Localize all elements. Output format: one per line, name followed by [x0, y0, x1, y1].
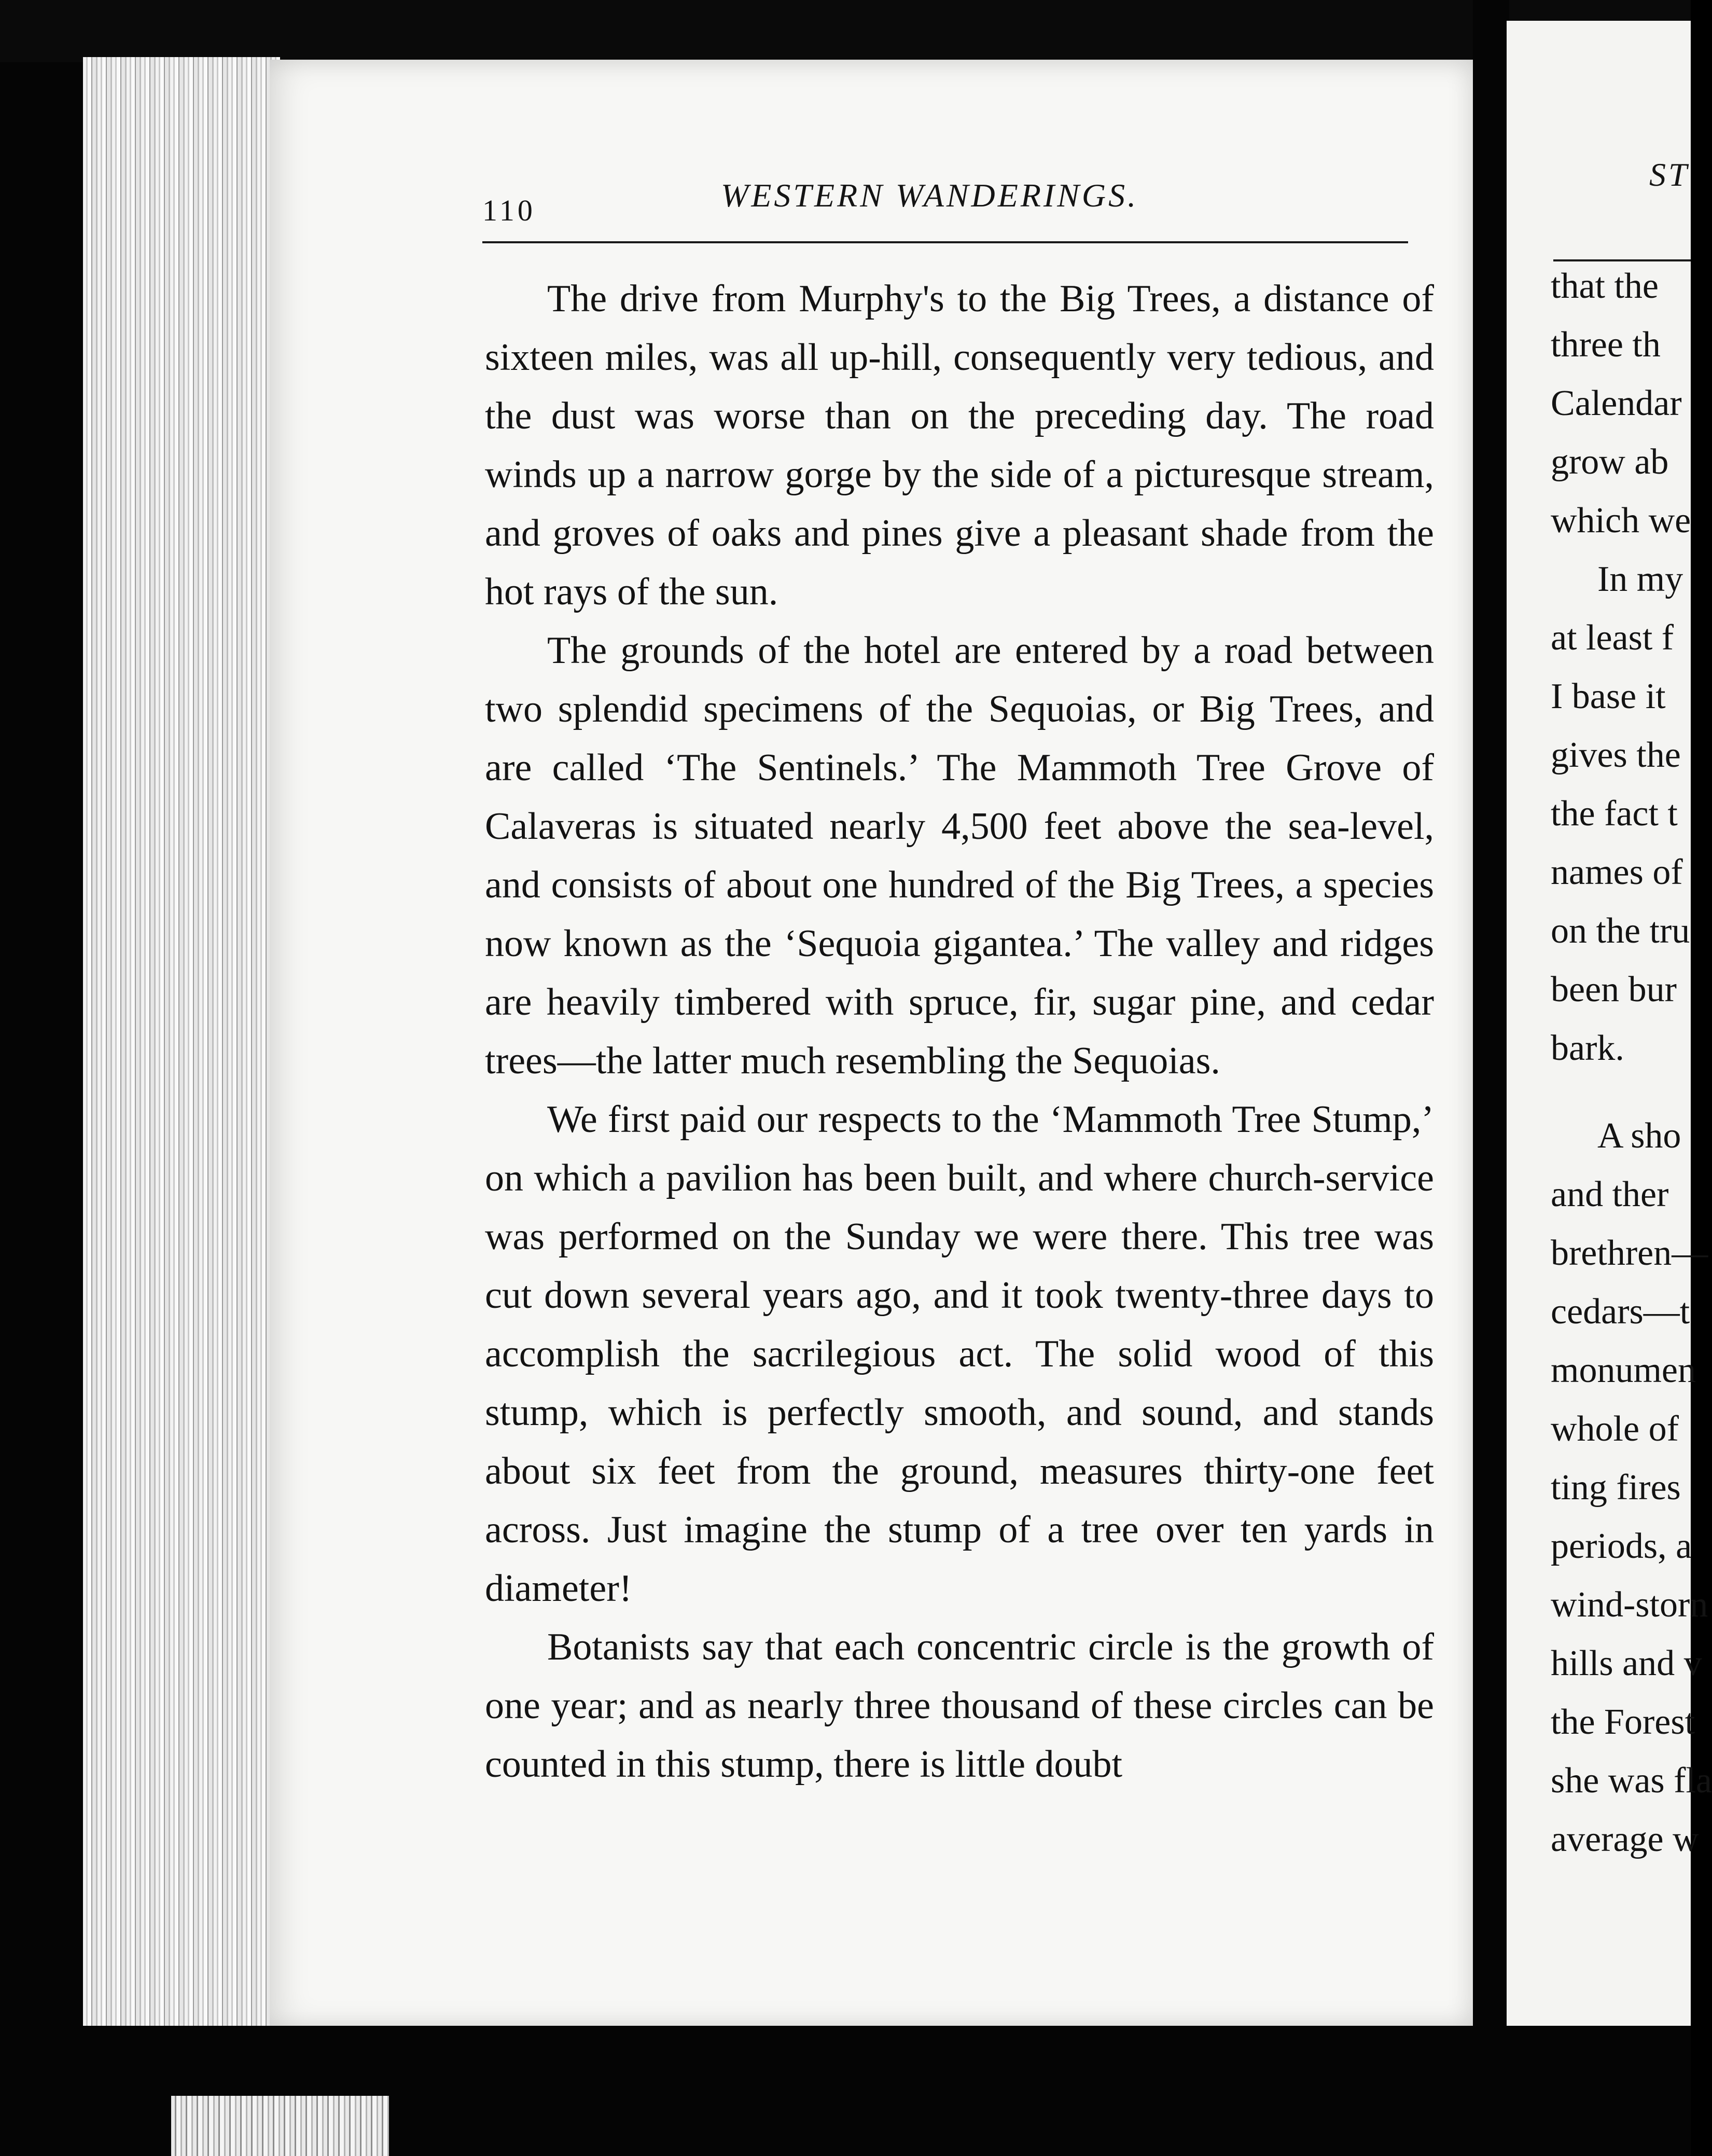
text-line: ting fires — [1551, 1468, 1681, 1508]
page-stack-edge — [83, 57, 280, 2106]
top-dark-margin — [0, 0, 1691, 62]
text-line: wind-storn — [1551, 1585, 1708, 1625]
text-line: which we — [1551, 501, 1691, 541]
paragraph: We first paid our respects to the ‘Mammoth Tree Stump,’ on which a pavilion has been built, and where church-service was performed on the Sunday we were there. This tree was cut down several years ago, and it took twenty-three days to accomplish the sacrilegious act. The solid wood of this stump, which is perfectly smooth, and sound, and stands about six feet from the ground, measures thirty-one feet across. Just imagine the stump of a tree over ten yards in diameter! — [485, 1098, 1434, 1610]
right-page-text — [1551, 257, 1712, 1869]
text-line: In my — [1597, 559, 1683, 599]
text-line: and ther — [1551, 1174, 1669, 1214]
body-text — [485, 270, 1434, 1794]
text-line: A sho — [1597, 1116, 1681, 1156]
text-line: whole of — [1551, 1409, 1679, 1449]
header-rule — [482, 241, 1408, 243]
text-line: hills and v — [1551, 1643, 1702, 1683]
text-line: gives the — [1551, 735, 1681, 775]
right-running-head: ST — [1649, 156, 1690, 193]
page-number: 110 — [482, 194, 536, 227]
running-head: WESTERN WANDERINGS. — [721, 177, 1139, 214]
text-line: bark. — [1551, 1028, 1624, 1068]
text-line: average w — [1551, 1819, 1699, 1859]
text-line: names of — [1551, 852, 1683, 892]
paragraph: The grounds of the hotel are entered by a road between two splendid specimens of the Sequoias, or Big Trees, and are called ‘The Sentinels.’ The Mammoth Tree Grove of Calaveras is situated nearly 4,500 feet above the sea-level, and consists of about one hundred of the Big Trees, a species now known as the ‘Sequoia gigantea.’ The valley and ridges are heavily timbered with spruce, fir, sugar pine, and cedar trees—the latter much resembling the Sequoias. — [485, 629, 1434, 1082]
paragraph: The drive from Murphy's to the Big Trees, a distance of sixteen miles, was all up-hill, consequently very tedious, and the dust was worse than on the preceding day. The road winds up a narrow gorge by the side of a picturesque stream, and groves of oaks and pines give a pleasant shade from the hot rays of the sun. — [485, 278, 1434, 613]
text-line: at least f — [1551, 618, 1674, 658]
paragraph: Botanists say that each concentric circle is the growth of one year; and as nearly three thousand of these circles can be counted in this stump, there is little doubt — [485, 1626, 1434, 1786]
text-line: I base it — [1551, 676, 1666, 716]
text-line: the Forest — [1551, 1702, 1695, 1742]
text-line: on the tru — [1551, 911, 1690, 951]
text-line: brethren— — [1551, 1233, 1708, 1273]
text-line: grow ab — [1551, 442, 1669, 482]
text-line: been bur — [1551, 970, 1677, 1010]
text-line: three th — [1551, 325, 1661, 365]
text-line: that the — [1551, 266, 1659, 306]
bottom-page-stack-edge — [171, 2096, 389, 2156]
text-line: periods, a — [1551, 1526, 1692, 1566]
text-line: Calendar — [1551, 383, 1682, 423]
left-dark-margin — [0, 0, 91, 2156]
book-gutter — [1473, 0, 1509, 2156]
text-line: the fact t — [1551, 794, 1678, 834]
text-line: she was fla — [1551, 1761, 1712, 1801]
text-line: monumen — [1551, 1350, 1696, 1390]
text-line: cedars—t — [1551, 1292, 1690, 1332]
